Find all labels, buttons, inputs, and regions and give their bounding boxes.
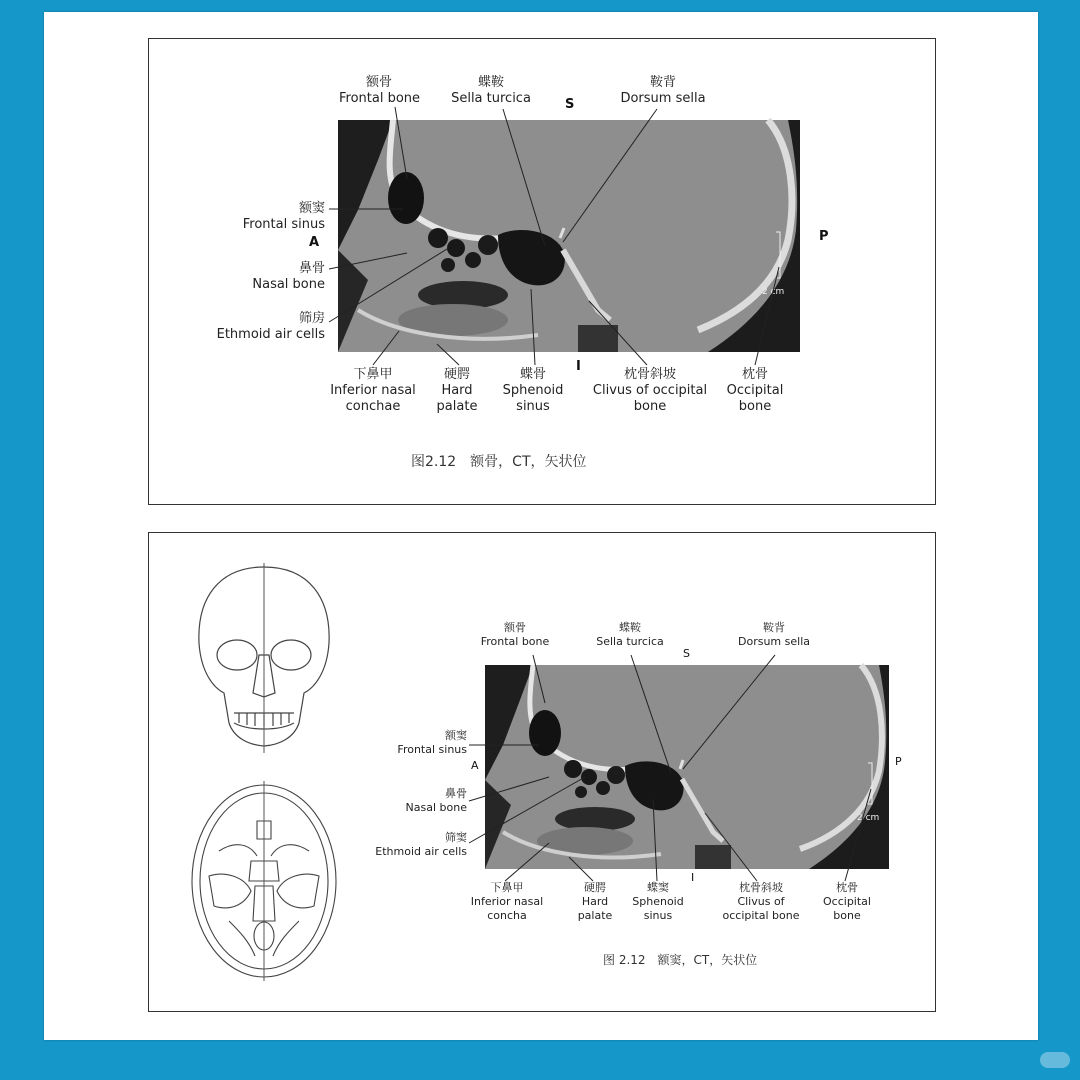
label-en-line2: conchae: [345, 399, 401, 414]
label-frontal-sinus-bottom: [375, 729, 467, 757]
book-page: [44, 12, 1038, 1040]
label-en: Sella turcica: [596, 635, 664, 648]
direction-s-top: S: [565, 97, 575, 112]
label-en-line2: palate: [577, 909, 613, 922]
label-en-line2: bone: [738, 399, 772, 414]
label-en: Inferior nasal: [470, 895, 544, 908]
label-en: Dorsum sella: [738, 635, 810, 648]
label-sella-turcica-top: [441, 75, 541, 107]
label-ethmoid-top: [189, 311, 325, 343]
label-zh: 额骨: [365, 75, 392, 90]
label-hard-palate-bottom: [569, 881, 621, 923]
direction-a-top: A: [309, 235, 320, 250]
label-zh: 鞍背: [763, 621, 785, 634]
label-en: Frontal sinus: [397, 743, 467, 756]
label-en: Occipital: [726, 383, 784, 398]
label-occipital-bone-bottom: [817, 881, 877, 923]
scale-label-bottom: 2 cm: [857, 813, 880, 823]
label-sella-turcica-bottom: [585, 621, 675, 649]
figure-caption-top: 图2.12 额骨，CT，矢状位: [411, 454, 587, 470]
label-en-line2: concha: [487, 909, 527, 922]
label-en: Ethmoid air cells: [375, 845, 467, 858]
label-zh: 蝶骨: [519, 367, 546, 382]
label-en-line2: sinus: [516, 399, 550, 414]
label-dorsum-sella-bottom: [729, 621, 819, 649]
label-en-line2: occipital bone: [722, 909, 800, 922]
label-en-line2: sinus: [643, 909, 673, 922]
label-zh: 枕骨: [836, 881, 858, 894]
label-en: Hard: [581, 895, 609, 908]
label-sphenoid-sinus-top: [493, 367, 573, 415]
direction-a-bottom: A: [471, 759, 479, 772]
label-sphenoid-sinus-bottom: [623, 881, 693, 923]
scale-label-top: 2 cm: [762, 287, 785, 297]
label-zh: 鼻骨: [298, 261, 325, 276]
label-zh: 枕骨: [741, 367, 768, 382]
label-zh: 蝶鞍: [619, 621, 641, 634]
label-clivus-bottom: [709, 881, 813, 923]
direction-p-top: P: [819, 229, 829, 244]
label-en: Sphenoid: [632, 895, 684, 908]
label-frontal-sinus-top: [219, 201, 325, 233]
label-zh: 筛窦: [445, 831, 467, 844]
label-en-line2: bone: [833, 909, 861, 922]
label-zh: 硬腭: [584, 881, 606, 894]
label-zh: 额窦: [298, 201, 325, 216]
label-en: Frontal sinus: [242, 217, 325, 232]
leader-lines-bottom: [149, 533, 935, 1011]
label-hard-palate-top: [427, 367, 487, 415]
label-en: Occipital: [823, 895, 871, 908]
label-zh: 蝶鞍: [477, 75, 504, 90]
label-clivus-top: [585, 367, 715, 415]
label-en-line2: bone: [633, 399, 667, 414]
label-en: Nasal bone: [252, 277, 325, 292]
label-zh: 筛房: [298, 311, 325, 326]
figure-bottom: [148, 532, 936, 1012]
label-zh: 枕骨斜坡: [739, 881, 783, 894]
label-en: Sella turcica: [451, 91, 531, 106]
label-frontal-bone-bottom: [475, 621, 555, 649]
label-en: Clivus of: [737, 895, 785, 908]
label-en: Sphenoid: [502, 383, 564, 398]
label-nasal-bone-top: [219, 261, 325, 293]
label-en: Ethmoid air cells: [216, 327, 325, 342]
label-en: Hard: [441, 383, 473, 398]
label-dorsum-sella-top: [613, 75, 713, 107]
label-zh: 蝶窦: [647, 881, 669, 894]
label-inferior-concha-bottom: [459, 881, 555, 923]
label-zh: 下鼻甲: [353, 367, 393, 382]
direction-s-bottom: S: [683, 647, 690, 660]
label-en: Inferior nasal: [330, 383, 416, 398]
figure-top: [148, 38, 936, 505]
label-en: Clivus of occipital: [592, 383, 708, 398]
label-ethmoid-bottom: [345, 831, 467, 859]
label-zh: 下鼻甲: [490, 881, 524, 894]
label-nasal-bone-bottom: [375, 787, 467, 815]
label-zh: 额窦: [445, 729, 467, 742]
direction-p-bottom: P: [895, 755, 902, 768]
label-zh: 额骨: [504, 621, 526, 634]
label-en: Nasal bone: [405, 801, 467, 814]
label-occipital-bone-top: [719, 367, 791, 415]
direction-i-bottom: I: [691, 871, 695, 884]
label-zh: 鼻骨: [445, 787, 467, 800]
label-frontal-bone-top: [339, 75, 419, 107]
label-zh: 枕骨斜坡: [623, 367, 676, 382]
label-en: Frontal bone: [339, 91, 421, 106]
label-inferior-conchae-top: [315, 367, 431, 415]
label-en: Frontal bone: [480, 635, 550, 648]
figure-caption-bottom: 图 2.12 额窦，CT，矢状位: [603, 953, 758, 967]
label-en: Dorsum sella: [620, 91, 706, 106]
label-zh: 硬腭: [443, 367, 470, 382]
label-zh: 鞍背: [649, 75, 676, 90]
watermark-badge: [1040, 1052, 1070, 1068]
direction-i-top: I: [576, 359, 581, 374]
label-en-line2: palate: [436, 399, 478, 414]
